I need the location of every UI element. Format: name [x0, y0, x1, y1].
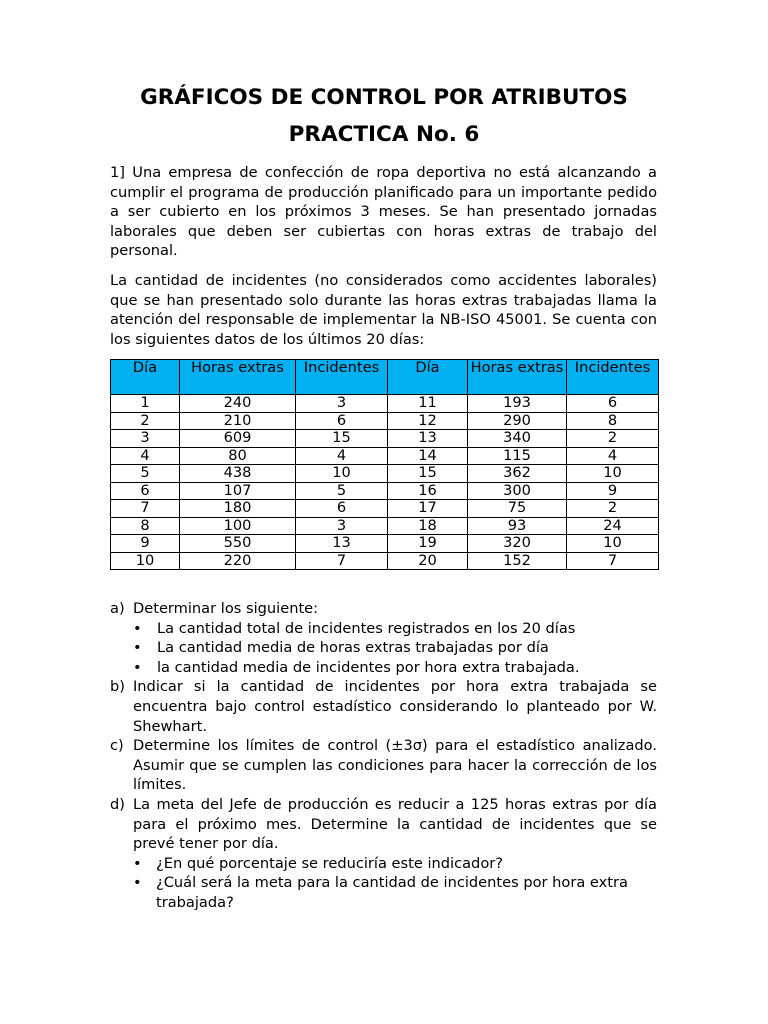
bullet-icon: • — [133, 874, 142, 892]
table-row — [111, 535, 659, 553]
question-text: La meta del Jefe de producción es reducir a 125 horas extras por día para el próximo mes. Determine la cantidad de incidentes que se prevé tener por día. — [133, 795, 657, 853]
question-letter: c) — [110, 737, 124, 755]
cell-horas-extras: 115 — [468, 447, 567, 465]
question-text: Indicar si la cantidad de incidentes por hora extra trabajada se encuentra bajo control estadístico considerando lo planteado por W. Shewhart. — [133, 678, 657, 735]
list-item — [110, 658, 657, 678]
cell-incidentes: 15 — [296, 430, 388, 448]
problem-statement: 1] Una empresa de confección de ropa deportiva no está alcanzando a cumplir el programa de producción planificado para un importante pedido a ser cubierto en los próximos 3 meses. Se han presentado jornadas laborales que deben ser cubiertas con horas extras de trabajo del personal. — [110, 164, 657, 260]
bullet-icon: • — [133, 619, 142, 637]
cell-dia: 7 — [111, 500, 180, 518]
question-text: Determine los límites de control (±3σ) para el estadístico analizado. Asumir que se cumplen las condiciones para hacer la corrección de los límites. — [133, 737, 657, 794]
cell-horas-extras: 340 — [468, 430, 567, 448]
cell-incidentes: 8 — [567, 412, 659, 430]
cell-dia: 6 — [111, 482, 180, 500]
question-letter: d) — [110, 795, 125, 813]
cell-dia: 2 — [111, 412, 180, 430]
bullet-text: la cantidad media de incidentes por hora extra trabajada. — [157, 658, 580, 676]
bullet-icon: • — [133, 854, 142, 872]
cell-horas-extras: 290 — [468, 412, 567, 430]
data-context-paragraph: La cantidad de incidentes (no considerados como accidentes laborales) que se han presentado solo durante las horas extras trabajadas llama la atención del responsable de implementar la NB-ISO 45001. Se cuenta con los siguientes datos de los últimos 20 días: — [110, 272, 657, 348]
table-row — [111, 395, 659, 413]
cell-dia: 18 — [388, 517, 468, 535]
cell-horas-extras: 609 — [180, 430, 296, 448]
bullet-icon: • — [133, 639, 142, 657]
header-horas-extras-1: Horas extras — [180, 360, 296, 395]
table-body — [111, 395, 659, 570]
cell-incidentes: 3 — [296, 395, 388, 413]
cell-horas-extras: 152 — [468, 552, 567, 570]
cell-incidentes: 2 — [567, 430, 659, 448]
cell-incidentes: 4 — [296, 447, 388, 465]
bullet-icon: • — [133, 658, 142, 676]
cell-horas-extras: 220 — [180, 552, 296, 570]
cell-horas-extras: 210 — [180, 412, 296, 430]
cell-dia: 12 — [388, 412, 468, 430]
cell-dia: 1 — [111, 395, 180, 413]
table-row — [111, 447, 659, 465]
list-item — [133, 873, 657, 912]
cell-horas-extras: 93 — [468, 517, 567, 535]
cell-dia: 11 — [388, 395, 468, 413]
practice-number: PRACTICA No. 6 — [288, 122, 480, 147]
cell-horas-extras: 550 — [180, 535, 296, 553]
question-a — [110, 599, 657, 619]
table-row — [111, 465, 659, 483]
cell-dia: 5 — [111, 465, 180, 483]
cell-incidentes: 4 — [567, 447, 659, 465]
table-row — [111, 552, 659, 570]
cell-dia: 9 — [111, 535, 180, 553]
cell-incidentes: 3 — [296, 517, 388, 535]
cell-incidentes: 5 — [296, 482, 388, 500]
cell-dia: 14 — [388, 447, 468, 465]
cell-incidentes: 7 — [296, 552, 388, 570]
incidents-table — [110, 359, 659, 570]
header-horas-extras-2: Horas extras — [468, 360, 567, 395]
cell-horas-extras: 107 — [180, 482, 296, 500]
question-d — [110, 795, 657, 854]
cell-incidentes: 6 — [296, 412, 388, 430]
cell-incidentes: 2 — [567, 500, 659, 518]
cell-dia: 4 — [111, 447, 180, 465]
table-row — [111, 430, 659, 448]
header-incidentes-2: Incidentes — [567, 360, 659, 395]
table-header-row — [111, 360, 659, 395]
cell-incidentes: 10 — [567, 465, 659, 483]
bullet-text: La cantidad media de horas extras trabajadas por día — [157, 639, 549, 657]
cell-horas-extras: 180 — [180, 500, 296, 518]
document-title: GRÁFICOS DE CONTROL POR ATRIBUTOS — [140, 85, 628, 110]
header-dia-2: Día — [388, 360, 468, 395]
table-row — [111, 412, 659, 430]
bullet-text: La cantidad total de incidentes registrados en los 20 días — [157, 619, 576, 637]
cell-incidentes: 6 — [296, 500, 388, 518]
question-c — [110, 736, 657, 795]
questions-list — [110, 599, 657, 913]
cell-horas-extras: 300 — [468, 482, 567, 500]
table-row — [111, 482, 659, 500]
cell-horas-extras: 362 — [468, 465, 567, 483]
table-row — [111, 500, 659, 518]
cell-dia: 8 — [111, 517, 180, 535]
cell-dia: 17 — [388, 500, 468, 518]
cell-incidentes: 9 — [567, 482, 659, 500]
cell-horas-extras: 240 — [180, 395, 296, 413]
table-row — [111, 517, 659, 535]
cell-horas-extras: 100 — [180, 517, 296, 535]
list-item — [110, 619, 657, 639]
cell-incidentes: 24 — [567, 517, 659, 535]
cell-dia: 20 — [388, 552, 468, 570]
cell-dia: 16 — [388, 482, 468, 500]
cell-dia: 13 — [388, 430, 468, 448]
cell-incidentes: 10 — [567, 535, 659, 553]
cell-horas-extras: 193 — [468, 395, 567, 413]
question-text: Determinar los siguiente: — [133, 600, 319, 617]
list-item — [110, 638, 657, 658]
question-b — [110, 677, 657, 736]
question-letter: a) — [110, 600, 125, 617]
cell-dia: 15 — [388, 465, 468, 483]
question-letter: b) — [110, 678, 125, 696]
list-item — [133, 854, 657, 874]
cell-incidentes: 6 — [567, 395, 659, 413]
question-a-bullets — [110, 619, 657, 678]
cell-dia: 3 — [111, 430, 180, 448]
cell-incidentes: 10 — [296, 465, 388, 483]
question-d-bullets — [110, 854, 657, 913]
cell-horas-extras: 438 — [180, 465, 296, 483]
bullet-text: ¿En qué porcentaje se reduciría este indicador? — [156, 854, 504, 872]
header-dia-1: Día — [111, 360, 180, 395]
bullet-text: ¿Cuál será la meta para la cantidad de incidentes por hora extra trabajada? — [156, 874, 628, 911]
cell-dia: 19 — [388, 535, 468, 553]
cell-horas-extras: 75 — [468, 500, 567, 518]
cell-incidentes: 7 — [567, 552, 659, 570]
cell-incidentes: 13 — [296, 535, 388, 553]
cell-horas-extras: 80 — [180, 447, 296, 465]
cell-dia: 10 — [111, 552, 180, 570]
cell-horas-extras: 320 — [468, 535, 567, 553]
header-incidentes-1: Incidentes — [296, 360, 388, 395]
